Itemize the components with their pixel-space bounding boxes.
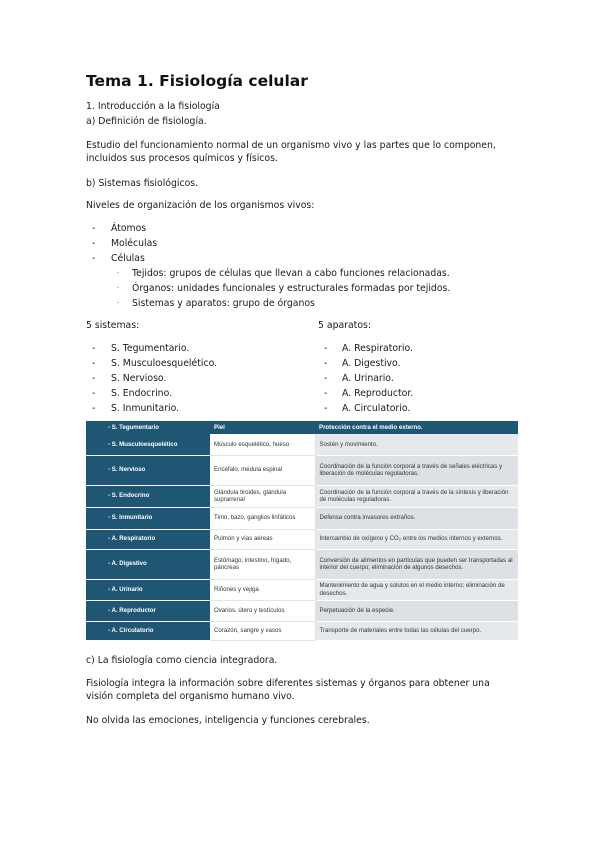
section-1-heading: 1. Introducción a la fisiología: [86, 101, 220, 112]
section-a-heading: a) Definición de fisiología.: [86, 116, 207, 127]
system-item: S. Musculoesquelético.: [111, 358, 218, 369]
table-cell-function: Sostén y movimiento.: [315, 434, 518, 455]
definition-paragraph: Estudio del funcionamiento normal de un organismo vivo y las partes que lo componen, incluidos sus procesos químicos y físicos.: [86, 140, 496, 164]
table-row: [86, 507, 518, 529]
systems-table: [86, 421, 518, 641]
table-cell-function: Defensa contra invasores extraños.: [315, 507, 518, 529]
bullet-dot: ·: [117, 284, 120, 292]
table-cell-organs: Ovarios, útero y testículos: [210, 600, 315, 621]
list-dash: -: [92, 373, 96, 384]
table-cell-function: Perpetuación de la especie.: [315, 600, 518, 621]
bullet-dot: ·: [117, 299, 120, 307]
table-row: [86, 600, 518, 621]
list-dash: -: [92, 388, 96, 399]
apparatus-item: A. Respiratorio.: [342, 343, 413, 354]
document-title: Tema 1. Fisiología celular: [86, 72, 308, 90]
table-row: [86, 529, 518, 549]
table-row: [86, 579, 518, 600]
sublevel-item: Órganos: unidades funcionales y estructurales formadas por tejidos.: [132, 283, 451, 294]
level-item: Átomos: [111, 223, 147, 234]
list-dash: -: [324, 388, 328, 399]
table-row: [86, 549, 518, 579]
table-row: [86, 485, 518, 507]
table-row: [86, 621, 518, 640]
integration-paragraph: Fisiología integra la información sobre diferentes sistemas y órganos para obtener una visión completa del organismo humano vivo.: [86, 678, 490, 702]
system-item: S. Tegumentario.: [111, 343, 190, 354]
apparatus-item: A. Urinario.: [342, 373, 394, 384]
section-c-heading: c) La fisiología como ciencia integradora.: [86, 655, 278, 666]
sublevel-item: Sistemas y aparatos: grupo de órganos: [132, 298, 315, 309]
table-header-row: [86, 421, 518, 434]
table-cell-organs: Glándula tiroides, glándula suprarrenal: [210, 485, 315, 507]
list-dash: -: [92, 223, 96, 234]
table-cell-organs: Timo, bazo, ganglios linfáticos: [210, 507, 315, 529]
table-cell-system: - S. Musculoesquelético: [86, 434, 210, 455]
table-cell-organs: Riñones y vejiga: [210, 579, 315, 600]
table-cell-function: Mantenimiento de agua y solutos en el medio interno; eliminación de desechos.: [315, 579, 518, 600]
table-cell-system: - A. Urinario: [86, 579, 210, 600]
table-cell-function: Coordinación de la función corporal a través de la síntesis y liberación de moléculas reguladoras.: [315, 485, 518, 507]
apparatus-heading: 5 aparatos:: [318, 320, 371, 331]
level-item: Moléculas: [111, 238, 158, 249]
table-cell-organs: Piel: [210, 421, 315, 434]
table-cell-function: Transporte de materiales entre todas las células del cuerpo.: [315, 621, 518, 640]
table-cell-system: - S. Tegumentario: [86, 421, 210, 434]
table-cell-function: Protección contra el medio externo.: [315, 421, 518, 434]
list-dash: -: [324, 358, 328, 369]
systems-heading: 5 sistemas:: [86, 320, 140, 331]
table-cell-system: - A. Reproductor: [86, 600, 210, 621]
table-cell-system: - A. Circulatorio: [86, 621, 210, 640]
apparatus-item: A. Reproductor.: [342, 388, 414, 399]
list-dash: -: [92, 358, 96, 369]
system-item: S. Endocrino.: [111, 388, 173, 399]
section-b-heading: b) Sistemas fisiológicos.: [86, 178, 199, 189]
level-item: Células: [111, 253, 145, 264]
table-cell-organs: Músculo esquelético, hueso: [210, 434, 315, 455]
table-row: [86, 455, 518, 485]
list-dash: -: [324, 343, 328, 354]
list-dash: -: [324, 403, 328, 414]
table-cell-system: - A. Respiratorio: [86, 529, 210, 549]
table-cell-function: Intercambio de oxígeno y CO₂ entre los medios internos y externos.: [315, 529, 518, 549]
bullet-dot: ·: [117, 269, 120, 277]
system-item: S. Nervioso.: [111, 373, 167, 384]
levels-heading: Niveles de organización de los organismos vivos:: [86, 200, 315, 211]
table-cell-function: Coordinación de la función corporal a través de señales eléctricas y liberación de moléculas reguladoras.: [315, 455, 518, 485]
apparatus-item: A. Digestivo.: [342, 358, 401, 369]
list-dash: -: [324, 373, 328, 384]
table-cell-organs: Estómago, intestino, hígado, páncreas: [210, 549, 315, 579]
table-cell-system: - S. Endocrino: [86, 485, 210, 507]
list-dash: -: [92, 238, 96, 249]
table-cell-organs: Pulmón y vías aéreas: [210, 529, 315, 549]
table-row: [86, 434, 518, 455]
table-cell-system: - S. Inmunitario: [86, 507, 210, 529]
table-cell-function: Conversión de alimentos en partículas que pueden ser transportadas al interior del cuerpo; eliminación de algunos desechos.: [315, 549, 518, 579]
table-cell-system: - S. Nervioso: [86, 455, 210, 485]
system-item: S. Inmunitario.: [111, 403, 180, 414]
list-dash: -: [92, 343, 96, 354]
table-cell-system: - A. Digestivo: [86, 549, 210, 579]
list-dash: -: [92, 253, 96, 264]
table-cell-organs: Corazón, sangre y vasos: [210, 621, 315, 640]
list-dash: -: [92, 403, 96, 414]
table-cell-organs: Encéfalo, médula espinal: [210, 455, 315, 485]
apparatus-item: A. Circulatorio.: [342, 403, 411, 414]
closing-paragraph: No olvida las emociones, inteligencia y funciones cerebrales.: [86, 715, 370, 726]
sublevel-item: Tejidos: grupos de células que llevan a cabo funciones relacionadas.: [132, 268, 450, 279]
